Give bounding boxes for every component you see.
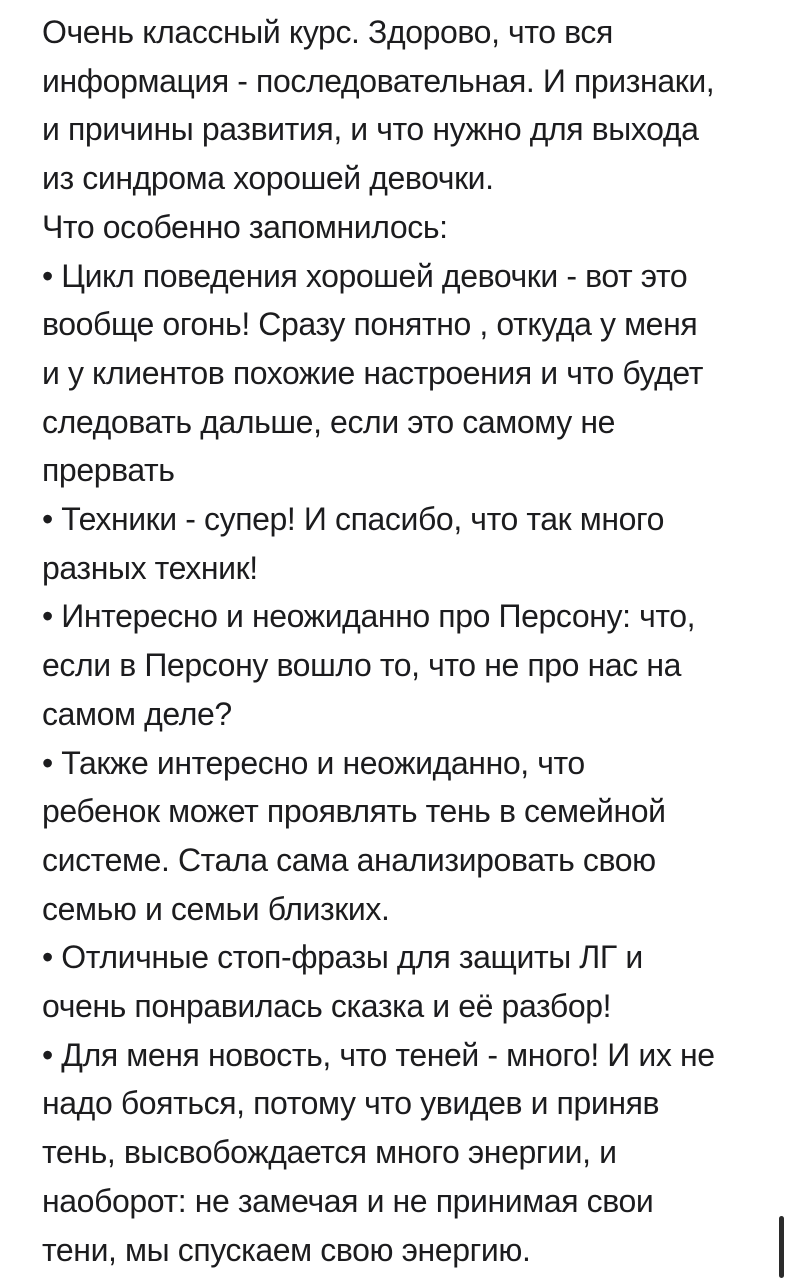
review-line: • Цикл поведения хорошей девочки - вот это xyxy=(42,257,688,294)
review-text xyxy=(42,8,772,1274)
review-line: тени, мы спускаем свою энергию. xyxy=(42,1231,531,1268)
review-line: очень понравилась сказка и её разбор! xyxy=(42,988,612,1025)
review-line: наоборот: не замечая и не принимая свои xyxy=(42,1182,654,1219)
review-line: • Отличные стоп-фразы для защиты ЛГ и xyxy=(42,939,643,976)
review-line: • Также интересно и неожиданно, что xyxy=(42,744,585,781)
review-line: следовать дальше, если это самому не xyxy=(42,403,616,440)
review-line: и причины развития, и что нужно для выхода xyxy=(42,111,699,148)
scroll-indicator[interactable] xyxy=(779,1216,784,1278)
review-line: Что особенно запомнилось: xyxy=(42,208,448,245)
review-line: вообще огонь! Сразу понятно , откуда у меня xyxy=(42,306,698,343)
review-line: самом деле? xyxy=(42,695,232,732)
review-line: разных техник! xyxy=(42,549,258,586)
review-line: • Техники - супер! И спасибо, что так много xyxy=(42,501,664,538)
review-line: ребенок может проявлять тень в семейной xyxy=(42,793,666,830)
review-line: если в Персону вошло то, что не про нас на xyxy=(42,647,681,684)
review-line: тень, высвобождается много энергии, и xyxy=(42,1134,617,1171)
review-line: и у клиентов похожие настроения и что будет xyxy=(42,354,703,391)
review-line: надо бояться, потому что увидев и приняв xyxy=(42,1085,660,1122)
review-line: прервать xyxy=(42,452,175,489)
review-line: информация - последовательная. И признаки, xyxy=(42,62,715,99)
review-line: системе. Стала сама анализировать свою xyxy=(42,841,656,878)
review-line: • Интересно и неожиданно про Персону: что, xyxy=(42,598,696,635)
review-line: • Для меня новость, что теней - много! И их не xyxy=(42,1036,715,1073)
review-line: семью и семьи близких. xyxy=(42,890,390,927)
review-line: из синдрома хорошей девочки. xyxy=(42,160,494,197)
review-line: Очень классный курс. Здорово, что вся xyxy=(42,14,613,50)
